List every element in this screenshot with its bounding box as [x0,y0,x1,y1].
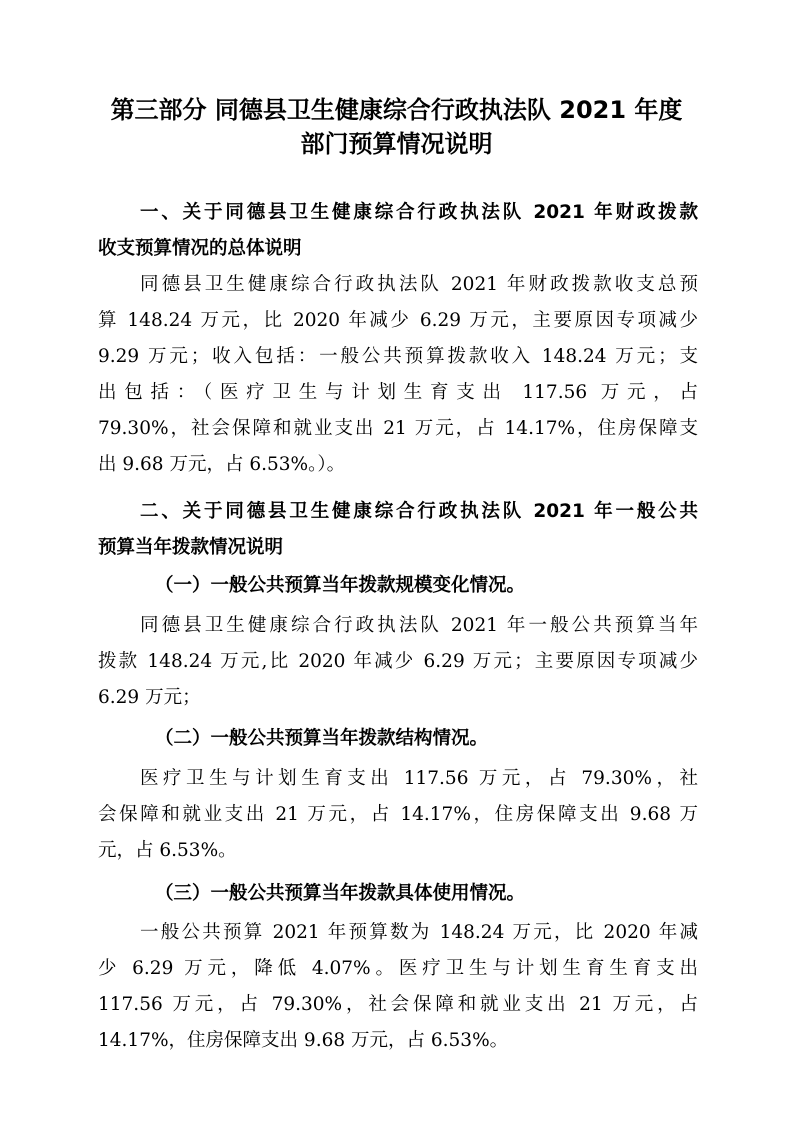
subsection-2-heading: （二）一般公共预算当年拨款结构情况。 [155,728,489,749]
section-2-heading-line-2: 预算当年拨款情况说明 [98,537,284,558]
subsection-3-heading: （三）一般公共预算当年拨款具体使用情况。 [155,883,526,904]
section-1-paragraph-line: 79.30%，社会保障和就业支出 21 万元，占 14.17%，住房保障支 [98,418,698,439]
subsection-2-paragraph-line: 会保障和就业支出 21 万元，占 14.17%，住房保障支出 9.68 万 [98,804,698,825]
subsection-2-paragraph-line: 元，占 6.53%。 [98,840,237,861]
subsection-1-paragraph-line: 6.29 万元； [98,687,201,708]
section-1-paragraph-line: 9.29 万元；收入包括：一般公共预算拨款收入 148.24 万元；支 [98,346,698,367]
subsection-3-paragraph-line: 一般公共预算 2021 年预算数为 148.24 万元，比 2020 年减 [140,922,698,943]
subsection-1-heading: （一）一般公共预算当年拨款规模变化情况。 [155,575,526,596]
subsection-3-paragraph-line: 少 6.29 万元，降低 4.07%。医疗卫生与计划生育生育支出 [98,958,698,979]
subsection-2-paragraph-line: 医疗卫生与计划生育支出 117.56 万元，占 79.30%，社 [140,768,698,789]
section-2-heading-line-1: 二、关于同德县卫生健康综合行政执法队 2021 年一般公共 [140,501,698,522]
document-title-line-2: 部门预算情况说明 [300,130,493,158]
section-1-paragraph-line: 出 9.68 万元，占 6.53%。）。 [98,454,346,475]
subsection-1-paragraph-line: 拨款 148.24 万元,比 2020 年减少 6.29 万元；主要原因专项减少 [98,651,698,672]
subsection-1-paragraph-line: 同德县卫生健康综合行政执法队 2021 年一般公共预算当年 [140,615,698,636]
section-1-heading-line-2: 收支预算情况的总体说明 [98,238,302,259]
section-1-heading-line-1: 一、关于同德县卫生健康综合行政执法队 2021 年财政拨款 [140,202,698,223]
subsection-3-paragraph-line: 117.56 万元，占 79.30%，社会保障和就业支出 21 万元，占 [98,994,698,1015]
section-1-paragraph-line: 同德县卫生健康综合行政执法队 2021 年财政拨款收支总预 [140,274,698,295]
section-1-paragraph-line: 算 148.24 万元，比 2020 年减少 6.29 万元，主要原因专项减少 [98,310,698,331]
subsection-3-paragraph-line: 14.17%，住房保障支出 9.68 万元，占 6.53%。 [98,1030,509,1051]
document-title-line-1: 第三部分 同德县卫生健康综合行政执法队 2021 年度 [110,96,683,124]
section-1-paragraph-line: 出包括：（医疗卫生与计划生育支出 117.56 万元，占 [98,382,698,403]
